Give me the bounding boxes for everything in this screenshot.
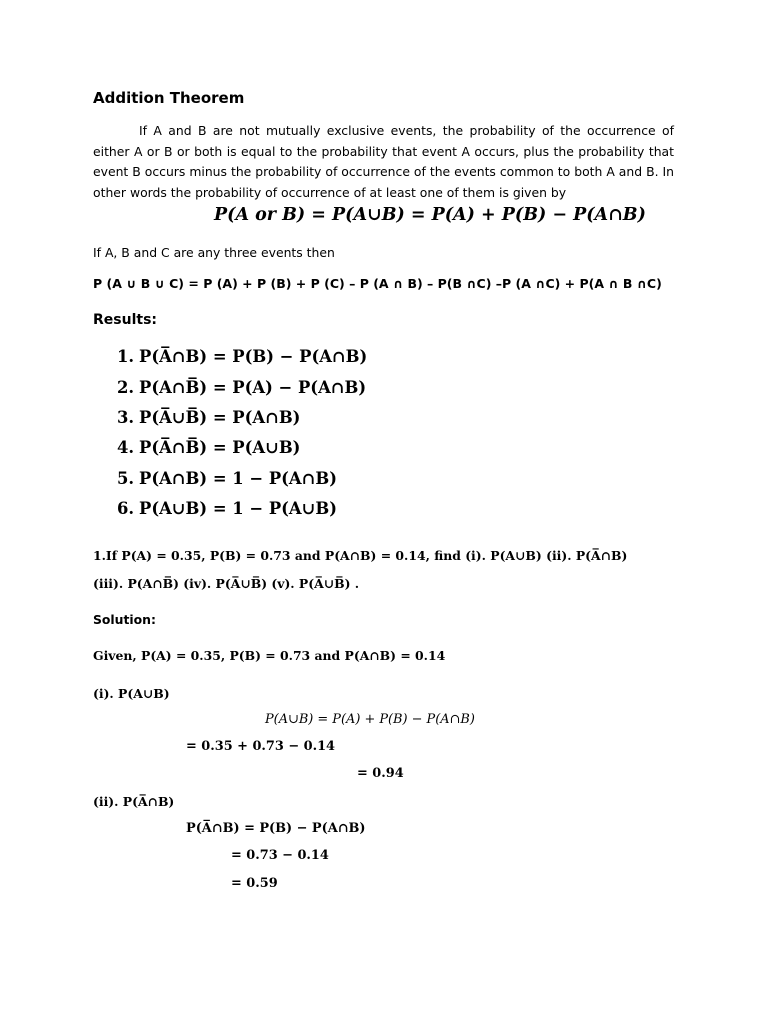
result-formula: P(A̅∪B̅) = P(A∩B) xyxy=(139,408,301,427)
part-1-step-2: = 0.35 + 0.73 − 0.14 xyxy=(186,739,336,754)
section-heading: Addition Theorem xyxy=(93,89,245,107)
result-number: 2. xyxy=(117,378,135,397)
result-item-1 xyxy=(117,347,367,366)
result-number: 1. xyxy=(117,347,135,366)
part-1-result: = 0.94 xyxy=(357,766,404,781)
result-number: 4. xyxy=(117,438,135,457)
result-number: 3. xyxy=(117,408,135,427)
result-formula: P(A̅∩B̅) = P(A∪B) xyxy=(139,438,301,457)
part-2-step-1: P(A̅∩B) = P(B) − P(A∩B) xyxy=(186,821,366,836)
question-line-1: 1.If P(A) = 0.35, P(B) = 0.73 and P(A∩B) = 0.14, find (i). P(A∪B) (ii). P(A̅∩B) xyxy=(93,548,628,563)
result-item-2 xyxy=(117,378,366,397)
intro-paragraph xyxy=(93,121,674,203)
question-line-2: (iii). P(A∩B̅) (iv). P(A̅∪B̅) (v). P(A̅∪B̅) . xyxy=(93,576,360,591)
part-1-label: (i). P(A∪B) xyxy=(93,686,170,701)
result-item-6 xyxy=(117,499,337,518)
results-label: Results: xyxy=(93,312,157,328)
given-values: Given, P(A) = 0.35, P(B) = 0.73 and P(A∩B) = 0.14 xyxy=(93,648,446,663)
result-number: 6. xyxy=(117,499,135,518)
three-events-formula: P (A ∪ B ∪ C) = P (A) + P (B) + P (C) – P (A ∩ B) – P(B ∩C) –P (A ∩C) + P(A ∩ B ∩C) xyxy=(93,276,662,291)
result-item-5 xyxy=(117,469,337,488)
part-2-result: = 0.59 xyxy=(231,876,278,891)
part-2-label: (ii). P(A̅∩B) xyxy=(93,794,175,809)
result-item-4 xyxy=(117,438,300,457)
part-2-step-2: = 0.73 − 0.14 xyxy=(231,848,329,863)
result-number: 5. xyxy=(117,469,135,488)
result-formula: P(A∩B) = 1 − P(A∩B) xyxy=(139,469,337,488)
result-formula: P(A̅∩B) = P(B) − P(A∩B) xyxy=(139,347,368,366)
result-formula: P(A∪B) = 1 − P(A∪B) xyxy=(139,499,337,518)
intro-paragraph-text: If A and B are not mutually exclusive events, the probability of the occurrence of either A or B or both is equal to the probability that event A occurs, plus the probability that event B occurs minus the probability of occurrence of the events common to both A and B. In other words the probability of occurrence of at least one of them is given by xyxy=(93,123,674,200)
addition-theorem-formula: P(A or B) = P(A∪B) = P(A) + P(B) − P(A∩B) xyxy=(214,205,646,225)
solution-label: Solution: xyxy=(93,612,156,627)
result-item-3 xyxy=(117,408,300,427)
result-formula: P(A∩B̅) = P(A) − P(A∩B) xyxy=(139,378,367,397)
three-events-intro: If A, B and C are any three events then xyxy=(93,245,335,260)
part-1-step-1: P(A∪B) = P(A) + P(B) − P(A∩B) xyxy=(265,712,475,727)
